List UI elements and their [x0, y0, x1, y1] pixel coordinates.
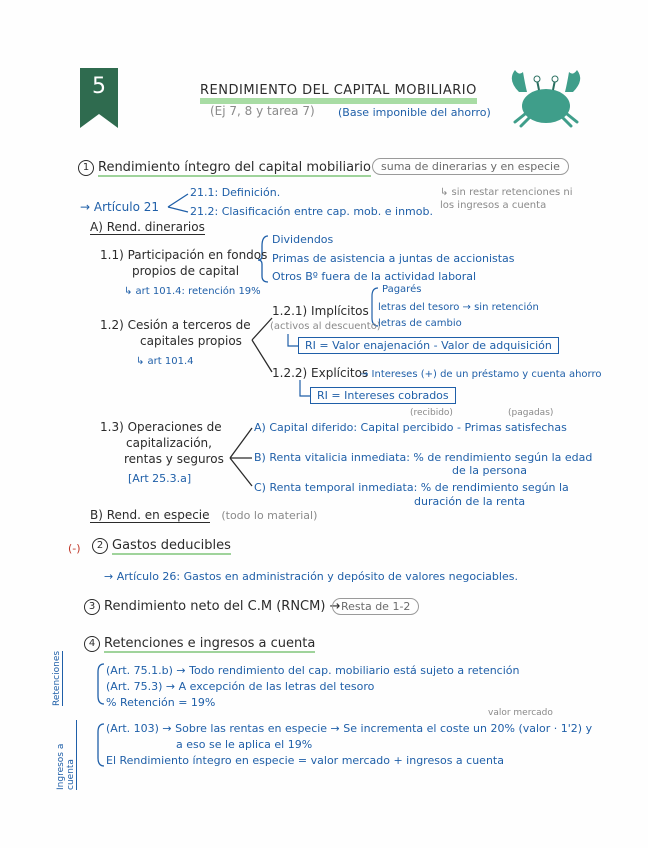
option-a: A) Capital diferido: Capital percibido - Primas satisfechas [254, 421, 567, 434]
dividend-item-3: Otros Bº fuera de la actividad laboral [272, 270, 477, 283]
rend-especie-note: (todo lo material) [221, 509, 318, 522]
item-1-2-2-note: → Intereses (+) de un préstamo y cuenta ahorro [360, 369, 602, 380]
page-title: RENDIMIENTO DEL CAPITAL MOBILIARIO [200, 84, 477, 104]
dividend-item-2: Primas de asistencia a juntas de accionistas [272, 252, 515, 265]
item-1-2-line1: 1.2) Cesión a terceros de [100, 318, 251, 332]
section-4-label: Retenciones e ingresos a cuenta [104, 636, 316, 651]
page-subtitle: (Ej 7, 8 y tarea 7) [210, 104, 315, 118]
formula-implicitos: RI = Valor enajenación - Valor de adquisición [298, 337, 559, 354]
unit-number: 5 [92, 74, 106, 99]
retencion-line-2: (Art. 75.3) → A excepción de las letras del tesoro [106, 680, 375, 693]
item-1-1-line2: propios de capital [132, 264, 240, 278]
item-1-3-line2: capitalización, [126, 436, 212, 450]
retencion-line-1: (Art. 75.1.b) → Todo rendimiento del cap. mobiliario está sujeto a retención [106, 664, 520, 677]
dividend-item-1: Dividendos [272, 233, 334, 246]
ingresos-side-label: Ingresos a cuenta [56, 720, 77, 790]
retencion-line-3: % Retención = 19% [106, 696, 216, 709]
ingreso-line-3: El Rendimiento íntegro en especie = valor mercado + ingresos a cuenta [106, 754, 504, 767]
letras-tesoro: letras del tesoro → sin retención [378, 302, 539, 313]
section-2-title [92, 538, 231, 554]
page-subtitle-note: (Base imponible del ahorro) [338, 106, 491, 119]
retenciones-side-label: Retenciones [52, 650, 62, 706]
section-4-title [84, 636, 315, 652]
label-recibido: (recibido) [410, 408, 453, 418]
section-2-prefix: (-) [68, 542, 81, 555]
section-3-title [84, 599, 340, 615]
item-1-2-2: 1.2.2) Explícitos [272, 366, 369, 380]
section-3-number: 3 [84, 599, 100, 615]
section-2-label: Gastos deducibles [112, 538, 231, 553]
section-2-text: → Artículo 26: Gastos en administración y depósito de valores negociables. [104, 570, 518, 583]
option-c-line1: C) Renta temporal inmediata: % de rendimiento según la [254, 481, 569, 494]
item-1-2-article: ↳ art 101.4 [136, 356, 194, 367]
rend-dinerarios-title [90, 220, 205, 234]
article-21-1: 21.1: Definición. [190, 186, 281, 199]
item-1-3-article: [Art 25.3.a] [128, 472, 192, 485]
ingreso-line-2: a eso se le aplica el 19% [176, 738, 313, 751]
item-1-1-article: ↳ art 101.4: retención 19% [124, 286, 261, 297]
valor-mercado-note: valor mercado [488, 708, 553, 718]
section-1-cloud: suma de dinerarias y en especie [372, 158, 569, 175]
item-1-3-line3: rentas y seguros [124, 452, 224, 466]
rend-especie-label: B) Rend. en especie [90, 508, 210, 522]
article-21-2: 21.2: Clasificación entre cap. mob. e inmob. [190, 205, 433, 218]
item-1-2-1-note: (activos al descuento) [270, 321, 381, 332]
section-4-number: 4 [84, 636, 100, 652]
item-1-1-line1: 1.1) Participación en fondos [100, 248, 268, 262]
section-3-label: Rendimiento neto del C.M (RNCM) → [104, 599, 341, 614]
formula-explicitos: RI = Intereses cobrados [310, 387, 456, 404]
ingreso-line-1: (Art. 103) → Sobre las rentas en especie → Se incrementa el coste un 20% (valor · 1'2) y [106, 722, 593, 735]
letras-cambio: letras de cambio [378, 318, 462, 329]
option-b-line1: B) Renta vitalicia inmediata: % de rendimiento según la edad [254, 451, 593, 464]
item-1-3-line1: 1.3) Operaciones de [100, 420, 222, 434]
option-c-line2: duración de la renta [414, 495, 526, 508]
label-pagadas: (pagadas) [508, 408, 554, 418]
rend-dinerarios-label: A) Rend. dinerarios [90, 220, 205, 234]
section-1-number: 1 [78, 160, 94, 176]
rend-especie-title [90, 508, 317, 522]
section-3-cloud: Resta de 1-2 [332, 598, 419, 615]
article-21: → Artículo 21 [80, 200, 160, 214]
section-1-title [78, 160, 371, 176]
section-1-label: Rendimiento íntegro del capital mobiliario [98, 160, 371, 175]
pagares: Pagarés [382, 284, 422, 295]
section-2-number: 2 [92, 538, 108, 554]
section-1-note: ↳ sin restar retenciones ni los ingresos a cuenta [440, 187, 573, 211]
option-b-line2: de la persona [452, 464, 527, 477]
item-1-2-1: 1.2.1) Implícitos [272, 304, 369, 318]
item-1-2-line2: capitales propios [140, 334, 242, 348]
